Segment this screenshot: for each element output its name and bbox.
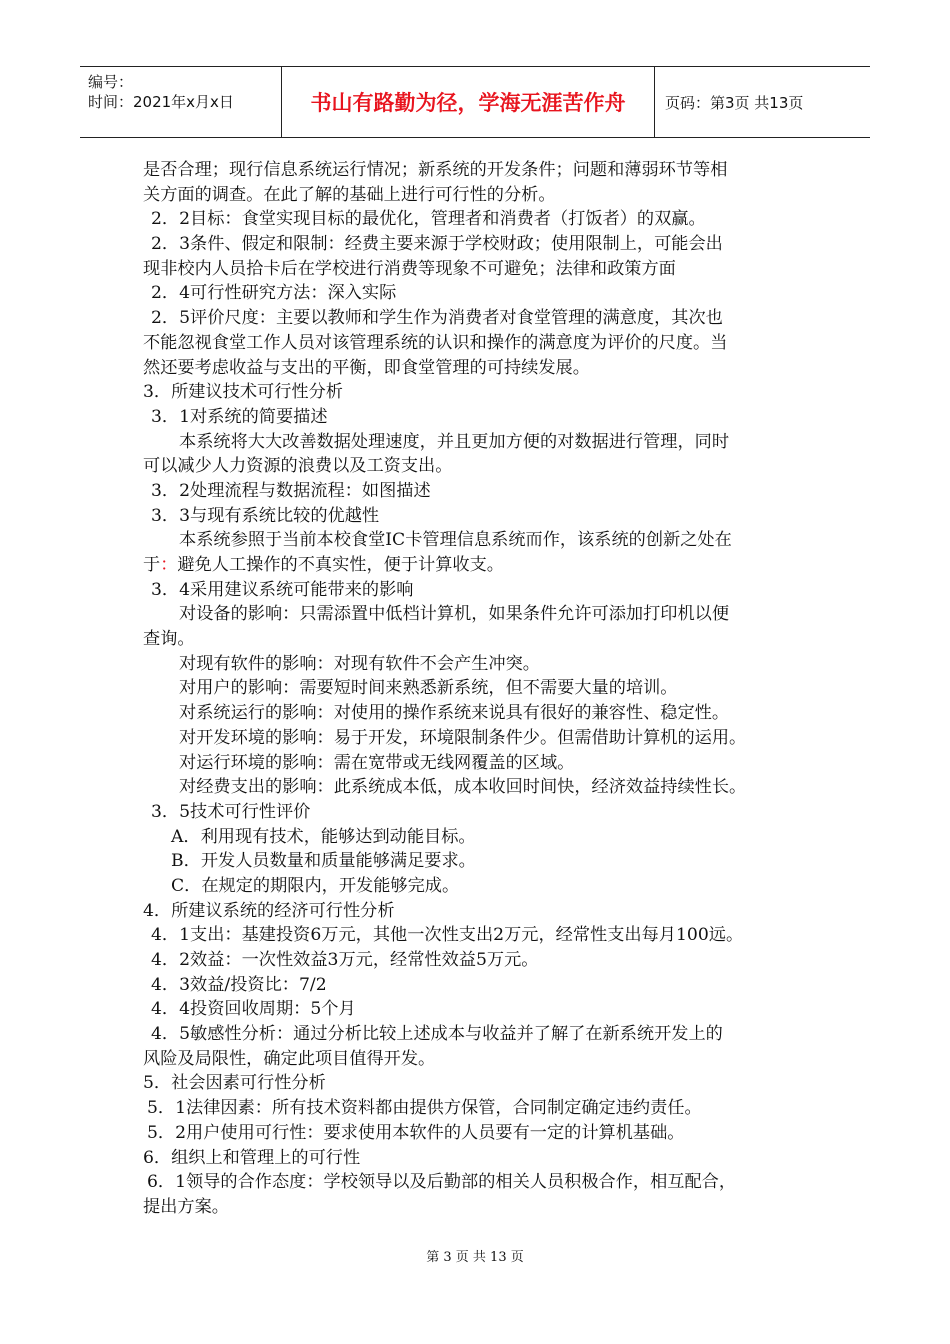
text-line [143,306,823,331]
line-text: 现非校内人员拾卡后在学校进行消费等现象不可避免；法律和政策方面 [143,258,676,279]
line-text: 6．1领导的合作态度：学校领导以及后勤部的相关人员积极合作，相互配合， [147,1172,737,1193]
line-text: A．利用现有技术，能够达到动能目标。 [171,826,476,847]
text-line [143,899,823,924]
text-line [143,1071,823,1096]
text-line [143,1047,823,1072]
line-text: 5．1法律因素：所有技术资料都由提供方保管，合同制定确定违约责任。 [147,1098,702,1119]
text-line [143,602,823,627]
line-text: 4．所建议系统的经济可行性分析 [143,900,395,921]
line-text: 3．4采用建议系统可能带来的影响 [151,579,414,600]
line-text: 4．1支出：基建投资6万元，其他一次性支出2万元，经常性支出每月100远。 [151,925,744,946]
text-line [143,676,823,701]
text-line [143,652,823,677]
highlight-colon: ： [160,555,178,575]
line-text: 关方面的调查。在此了解的基础上进行可行性的分析。 [143,184,556,205]
line-text: 5．社会因素可行性分析 [143,1073,326,1094]
text-line [143,997,823,1022]
code-label: 编号： [88,73,134,91]
text-line [143,874,823,899]
line-text: C．在规定的期限内，开发能够完成。 [171,875,460,896]
text-line [143,183,823,208]
text-line [143,454,823,479]
document-body [143,158,823,1220]
text-line [143,331,823,356]
line-text: 风险及局限性，确定此项目值得开发。 [143,1048,436,1069]
line-text: 提出方案。 [143,1196,229,1217]
line-text: 查询。 [143,629,195,650]
line-text: 对设备的影响：只需添置中低档计算机，如果条件允许可添加打印机以便 [179,604,730,625]
line-text: 5．2用户使用可行性：要求使用本软件的人员要有一定的计算机基础。 [147,1122,685,1143]
line-text: 可以减少人力资源的浪费以及工资支出。 [143,456,453,477]
line-text: 3．1对系统的简要描述 [151,406,328,427]
line-text: 3．5技术可行性评价 [151,801,311,822]
text-line [143,1121,823,1146]
header-meta [80,67,282,137]
line-text: 2．3条件、假定和限制：经费主要来源于学校财政；使用限制上，可能会出 [151,234,723,255]
line-text: 2．4可行性研究方法：深入实际 [151,283,397,304]
text-line [143,923,823,948]
text-line [143,479,823,504]
line-text: 3．所建议技术可行性分析 [143,382,343,403]
text-line [143,1022,823,1047]
line-text: 3．3与现有系统比较的优越性 [151,505,380,526]
line-text: 4．5敏感性分析：通过分析比较上述成本与收益并了解了在新系统开发上的 [151,1024,723,1045]
line-text: 是否合理；现行信息系统运行情况；新系统的开发条件；问题和薄弱环节等相 [143,160,728,180]
time-label: 时间：2021年x月x日 [88,93,234,111]
line-text: 对用户的影响：需要短时间来熟悉新系统，但不需要大量的培训。 [179,678,678,699]
page-footer: 第 3 页 共 13 页 [426,1250,524,1265]
line-text: 4．4投资回收周期：5个月 [151,999,356,1020]
line-text: 3．2处理流程与数据流程：如图描述 [151,480,431,501]
text-line [143,578,823,603]
line-text: 2．5评价尺度：主要以教师和学生作为消费者对食堂管理的满意度，其次也 [151,308,723,329]
line-text: 对经费支出的影响：此系统成本低，成本收回时间快，经济效益持续性长。 [179,777,747,798]
text-line [143,1146,823,1171]
text-line [143,948,823,973]
line-text: 对运行环境的影响：需在宽带或无线网覆盖的区域。 [179,752,575,773]
page-header [80,66,870,138]
line-text: 4．2效益：一次性效益3万元，经常性效益5万元。 [151,950,539,970]
text-line [143,380,823,405]
text-line [143,825,823,850]
text-line [143,1096,823,1121]
header-motto: 书山有路勤为径，学海无涯苦作舟 [282,67,655,137]
text-line [143,701,823,726]
text-line [143,849,823,874]
text-line [143,627,823,652]
line-text-rest: 避免人工操作的不真实性，便于计算收支。 [177,555,504,575]
text-line [143,553,823,578]
line-text: B．开发人员数量和质量能够满足要求。 [171,851,476,872]
text-line [143,751,823,776]
text-line [143,1170,823,1195]
text-line [143,257,823,282]
text-line [143,973,823,998]
line-text: 于 [143,555,161,575]
text-line [143,1195,823,1220]
text-line [143,800,823,825]
text-line [143,528,823,553]
line-text: 对开发环境的影响：易于开发，环境限制条件少。但需借助计算机的运用。 [179,727,747,748]
text-line [143,775,823,800]
text-line [143,405,823,430]
line-text: 然还要考虑收益与支出的平衡，即食堂管理的可持续发展。 [143,357,590,378]
text-line [143,207,823,232]
text-line [143,281,823,306]
header-page-label: 页码：第3页 共13页 [665,93,804,112]
line-text: 对系统运行的影响：对使用的操作系统来说具有很好的兼容性、稳定性。 [179,703,730,724]
text-line [143,726,823,751]
text-line [143,232,823,257]
line-text: 本系统参照于当前本校食堂IC卡管理信息系统而作，该系统的创新之处在 [179,530,732,551]
line-text: 对现有软件的影响：对现有软件不会产生冲突。 [179,653,540,674]
text-line [143,158,823,183]
text-line [143,356,823,381]
line-text: 本系统将大大改善数据处理速度，并且更加方便的对数据进行管理，同时 [179,431,730,452]
line-text: 6．组织上和管理上的可行性 [143,1147,361,1168]
line-text: 4．3效益/投资比：7/2 [151,974,327,995]
text-line [143,430,823,455]
line-text: 2．2目标：食堂实现目标的最优化，管理者和消费者（打饭者）的双赢。 [151,209,706,230]
text-line [143,504,823,529]
line-text: 不能忽视食堂工作人员对该管理系统的认识和操作的满意度为评价的尺度。当 [143,332,728,353]
